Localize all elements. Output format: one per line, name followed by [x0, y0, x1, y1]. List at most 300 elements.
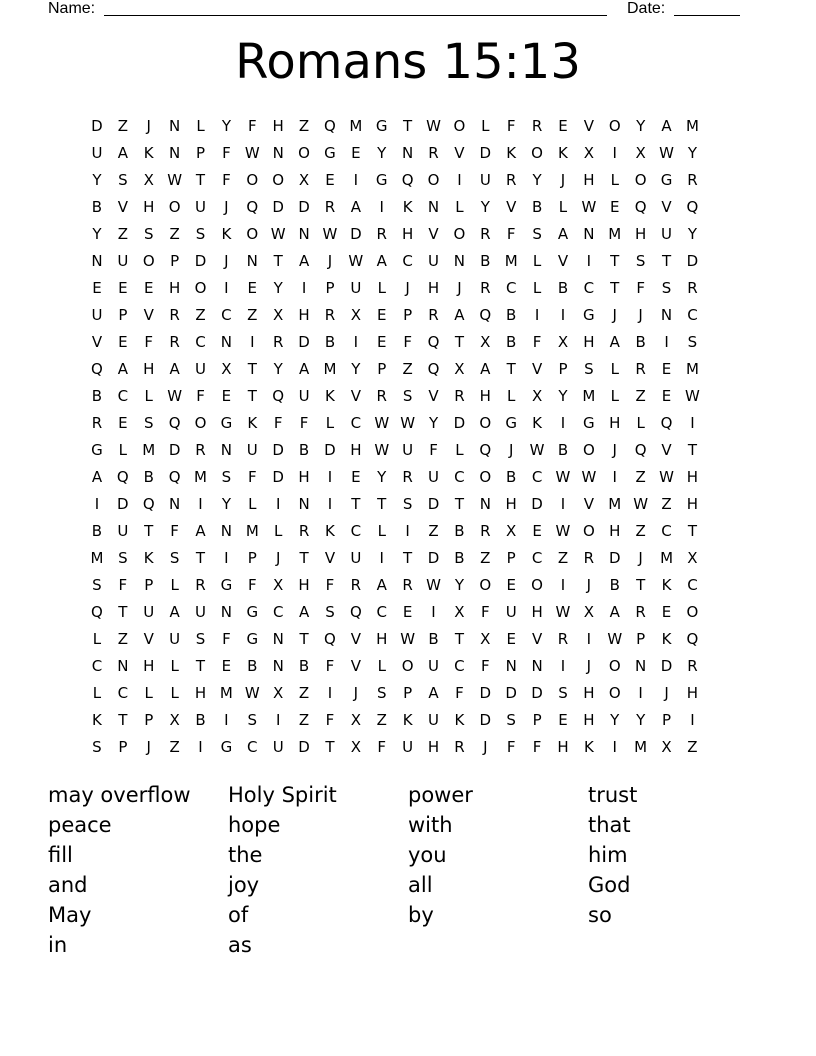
grid-letter[interactable]: K — [325, 386, 335, 405]
grid-letter[interactable]: V — [143, 629, 154, 648]
grid-letter[interactable]: L — [610, 386, 619, 405]
name-line[interactable] — [104, 15, 607, 16]
grid-letter[interactable]: V — [661, 197, 672, 216]
grid-letter[interactable]: Q — [686, 629, 699, 648]
grid-letter[interactable]: O — [246, 170, 259, 189]
grid-letter[interactable]: B — [91, 197, 103, 216]
grid-letter[interactable]: X — [480, 332, 491, 351]
grid-letter[interactable]: G — [324, 143, 336, 162]
grid-letter[interactable]: T — [687, 521, 698, 540]
grid-letter[interactable]: M — [685, 359, 699, 378]
grid-letter[interactable]: R — [480, 521, 491, 540]
grid-letter[interactable]: C — [272, 602, 284, 621]
grid-letter[interactable]: W — [270, 224, 286, 243]
grid-letter[interactable]: Q — [142, 494, 155, 513]
grid-letter[interactable]: F — [299, 413, 309, 432]
grid-letter[interactable]: I — [198, 494, 203, 513]
grid-letter[interactable]: U — [91, 143, 103, 162]
grid-letter[interactable]: N — [220, 602, 233, 621]
grid-letter[interactable]: B — [609, 575, 620, 594]
grid-letter[interactable]: F — [118, 575, 128, 594]
grid-letter[interactable]: Q — [634, 197, 647, 216]
grid-letter[interactable]: O — [246, 224, 259, 243]
grid-letter[interactable]: F — [273, 413, 283, 432]
grid-letter[interactable]: J — [146, 116, 151, 135]
grid-letter[interactable]: J — [275, 548, 281, 567]
grid-letter[interactable]: Z — [376, 710, 387, 729]
grid-letter[interactable]: V — [91, 332, 103, 351]
grid-letter[interactable]: R — [272, 332, 284, 351]
grid-letter[interactable]: A — [609, 602, 620, 621]
grid-letter[interactable]: B — [635, 332, 646, 351]
grid-letter[interactable]: C — [583, 278, 595, 297]
grid-letter[interactable]: Y — [558, 386, 568, 405]
grid-letter[interactable]: C — [531, 467, 543, 486]
grid-letter[interactable]: D — [324, 440, 336, 459]
grid-letter[interactable]: C — [454, 656, 465, 675]
grid-letter[interactable]: R — [583, 548, 595, 567]
grid-letter[interactable]: W — [581, 467, 597, 486]
grid-letter[interactable]: O — [272, 170, 285, 189]
grid-letter[interactable]: H — [635, 224, 647, 243]
grid-letter[interactable]: E — [661, 359, 672, 378]
grid-letter[interactable]: E — [377, 305, 387, 324]
grid-letter[interactable]: U — [169, 629, 181, 648]
grid-letter[interactable]: S — [143, 224, 154, 243]
grid-letter[interactable]: C — [687, 575, 698, 594]
grid-letter[interactable]: C — [687, 305, 698, 324]
grid-letter[interactable]: T — [610, 251, 620, 270]
grid-letter[interactable]: N — [402, 143, 414, 162]
grid-letter[interactable]: T — [610, 278, 620, 297]
grid-letter[interactable]: I — [327, 494, 333, 513]
grid-letter[interactable]: X — [531, 386, 543, 405]
grid-letter[interactable]: S — [402, 386, 413, 405]
grid-letter[interactable]: Z — [117, 224, 128, 243]
grid-letter[interactable]: D — [350, 224, 362, 243]
grid-letter[interactable]: U — [661, 224, 673, 243]
grid-letter[interactable]: X — [583, 602, 594, 621]
grid-letter[interactable]: B — [506, 305, 517, 324]
grid-letter[interactable]: P — [377, 359, 387, 378]
grid-letter[interactable]: Z — [117, 629, 128, 648]
grid-letter[interactable]: D — [272, 440, 284, 459]
grid-letter[interactable]: I — [327, 467, 333, 486]
grid-letter[interactable]: Q — [401, 170, 414, 189]
grid-letter[interactable]: Z — [169, 737, 180, 756]
grid-letter[interactable]: C — [402, 251, 413, 270]
grid-letter[interactable]: N — [479, 494, 491, 513]
grid-letter[interactable]: D — [531, 683, 543, 702]
grid-letter[interactable]: Q — [168, 467, 181, 486]
grid-letter[interactable]: U — [195, 602, 206, 621]
grid-letter[interactable]: Q — [660, 413, 673, 432]
grid-letter[interactable]: N — [272, 629, 284, 648]
grid-letter[interactable]: R — [350, 575, 362, 594]
grid-letter[interactable]: L — [481, 116, 490, 135]
grid-letter[interactable]: H — [143, 359, 155, 378]
grid-letter[interactable]: D — [272, 197, 284, 216]
grid-letter[interactable]: L — [455, 197, 464, 216]
grid-letter[interactable]: I — [379, 548, 384, 567]
grid-letter[interactable]: Z — [117, 116, 128, 135]
grid-letter[interactable]: O — [582, 440, 595, 459]
grid-letter[interactable]: Z — [635, 467, 646, 486]
grid-letter[interactable]: H — [479, 386, 491, 405]
grid-letter[interactable]: N — [169, 143, 181, 162]
grid-letter[interactable]: G — [220, 413, 233, 432]
grid-letter[interactable]: L — [92, 683, 102, 702]
grid-letter[interactable]: A — [376, 251, 387, 270]
grid-letter[interactable]: V — [557, 251, 569, 270]
grid-letter[interactable]: W — [167, 386, 183, 405]
grid-letter[interactable]: H — [272, 116, 284, 135]
grid-letter[interactable]: J — [586, 575, 592, 594]
grid-letter[interactable]: D — [298, 197, 310, 216]
grid-letter[interactable]: G — [220, 575, 233, 594]
grid-letter[interactable]: F — [222, 143, 231, 162]
grid-letter[interactable]: Z — [635, 386, 646, 405]
grid-letter[interactable]: T — [506, 359, 516, 378]
grid-letter[interactable]: Q — [349, 602, 362, 621]
grid-letter[interactable]: T — [118, 602, 128, 621]
grid-letter[interactable]: H — [531, 602, 543, 621]
grid-letter[interactable]: N — [91, 251, 103, 270]
date-line[interactable] — [674, 15, 740, 16]
grid-letter[interactable]: M — [90, 548, 104, 567]
grid-letter[interactable]: W — [400, 629, 416, 648]
grid-letter[interactable]: R — [635, 602, 646, 621]
grid-letter[interactable]: H — [557, 737, 569, 756]
grid-letter[interactable]: F — [506, 116, 516, 135]
grid-letter[interactable]: A — [609, 332, 620, 351]
grid-letter[interactable]: K — [402, 197, 413, 216]
grid-letter[interactable]: W — [374, 440, 390, 459]
grid-letter[interactable]: D — [608, 548, 621, 567]
grid-letter[interactable]: L — [274, 521, 283, 540]
grid-letter[interactable]: X — [506, 521, 517, 540]
grid-letter[interactable]: C — [350, 413, 362, 432]
grid-letter[interactable]: P — [195, 143, 206, 162]
grid-letter[interactable]: E — [558, 116, 568, 135]
grid-letter[interactable]: D — [298, 332, 310, 351]
grid-letter[interactable]: L — [610, 170, 619, 189]
grid-letter[interactable]: K — [143, 143, 154, 162]
grid-letter[interactable]: O — [479, 413, 492, 432]
grid-letter[interactable]: X — [635, 143, 646, 162]
grid-letter[interactable]: K — [661, 575, 672, 594]
grid-letter[interactable]: F — [247, 467, 257, 486]
grid-letter[interactable]: F — [480, 656, 490, 675]
grid-letter[interactable]: I — [690, 710, 695, 729]
grid-letter[interactable]: L — [558, 197, 568, 216]
grid-letter[interactable]: F — [429, 440, 438, 459]
grid-letter[interactable]: A — [661, 116, 672, 135]
grid-letter[interactable]: R — [376, 386, 387, 405]
grid-letter[interactable]: H — [583, 710, 595, 729]
grid-letter[interactable]: K — [532, 413, 542, 432]
grid-letter[interactable]: U — [272, 737, 284, 756]
grid-letter[interactable]: I — [405, 521, 410, 540]
grid-letter[interactable]: B — [298, 656, 310, 675]
grid-letter[interactable]: N — [220, 332, 233, 351]
grid-letter[interactable]: X — [661, 737, 672, 756]
grid-letter[interactable]: A — [454, 305, 465, 324]
grid-letter[interactable]: B — [91, 521, 103, 540]
grid-letter[interactable]: N — [272, 656, 284, 675]
grid-letter[interactable]: I — [198, 737, 203, 756]
grid-letter[interactable]: U — [402, 737, 414, 756]
grid-letter[interactable]: W — [426, 575, 441, 594]
grid-letter[interactable]: P — [532, 710, 542, 729]
grid-letter[interactable]: M — [142, 440, 156, 459]
grid-letter[interactable]: A — [376, 575, 387, 594]
grid-letter[interactable]: H — [583, 170, 595, 189]
grid-letter[interactable]: T — [661, 251, 672, 270]
grid-letter[interactable]: J — [638, 548, 643, 567]
grid-letter[interactable]: I — [560, 656, 566, 675]
grid-letter[interactable]: A — [195, 521, 206, 540]
grid-letter[interactable]: E — [247, 278, 258, 297]
grid-letter[interactable]: P — [506, 548, 516, 567]
grid-letter[interactable]: Z — [195, 305, 206, 324]
grid-letter[interactable]: S — [402, 494, 413, 513]
grid-letter[interactable]: I — [275, 494, 281, 513]
grid-letter[interactable]: Q — [246, 197, 259, 216]
grid-letter[interactable]: J — [224, 251, 229, 270]
grid-letter[interactable]: T — [454, 494, 464, 513]
grid-letter[interactable]: S — [92, 575, 102, 594]
grid-letter[interactable]: J — [224, 197, 229, 216]
grid-letter[interactable]: L — [170, 575, 179, 594]
grid-letter[interactable]: W — [374, 413, 390, 432]
grid-letter[interactable]: G — [375, 116, 388, 135]
grid-letter[interactable]: Y — [636, 710, 646, 729]
grid-letter[interactable]: F — [247, 575, 257, 594]
grid-letter[interactable]: A — [298, 359, 310, 378]
grid-letter[interactable]: Y — [377, 143, 387, 162]
grid-letter[interactable]: W — [529, 440, 545, 459]
grid-letter[interactable]: N — [583, 224, 595, 243]
grid-letter[interactable]: M — [608, 224, 622, 243]
grid-letter[interactable]: Q — [168, 413, 181, 432]
grid-letter[interactable]: W — [555, 521, 571, 540]
grid-letter[interactable]: H — [686, 467, 699, 486]
grid-letter[interactable]: W — [348, 251, 364, 270]
grid-letter[interactable]: X — [350, 737, 361, 756]
grid-letter[interactable]: B — [531, 197, 543, 216]
grid-letter[interactable]: J — [586, 656, 592, 675]
grid-letter[interactable]: P — [325, 278, 335, 297]
grid-letter[interactable]: F — [532, 332, 542, 351]
grid-letter[interactable]: X — [454, 602, 465, 621]
grid-letter[interactable]: C — [531, 548, 543, 567]
grid-letter[interactable]: N — [220, 521, 233, 540]
grid-letter[interactable]: I — [301, 278, 307, 297]
grid-letter[interactable]: L — [170, 656, 179, 675]
grid-letter[interactable]: D — [272, 467, 284, 486]
grid-letter[interactable]: C — [454, 467, 465, 486]
grid-letter[interactable]: B — [557, 278, 569, 297]
grid-letter[interactable]: H — [505, 494, 517, 513]
grid-letter[interactable]: E — [558, 710, 568, 729]
grid-letter[interactable]: L — [377, 656, 386, 675]
grid-letter[interactable]: D — [117, 494, 129, 513]
grid-letter[interactable]: V — [350, 656, 361, 675]
grid-letter[interactable]: F — [325, 656, 335, 675]
grid-letter[interactable]: F — [325, 575, 335, 594]
grid-letter[interactable]: Y — [377, 467, 387, 486]
grid-letter[interactable]: I — [638, 683, 643, 702]
grid-letter[interactable]: B — [454, 548, 465, 567]
grid-letter[interactable]: B — [324, 332, 336, 351]
grid-letter[interactable]: F — [506, 737, 516, 756]
grid-letter[interactable]: Y — [687, 224, 698, 243]
grid-letter[interactable]: U — [350, 548, 362, 567]
grid-letter[interactable]: S — [635, 251, 646, 270]
grid-letter[interactable]: T — [325, 737, 335, 756]
grid-letter[interactable]: U — [479, 170, 491, 189]
grid-letter[interactable]: S — [92, 737, 102, 756]
grid-letter[interactable]: C — [350, 521, 362, 540]
grid-letter[interactable]: S — [118, 548, 128, 567]
grid-letter[interactable]: C — [247, 737, 258, 756]
grid-letter[interactable]: R — [324, 305, 336, 324]
grid-letter[interactable]: F — [196, 386, 205, 405]
grid-letter[interactable]: O — [168, 197, 181, 216]
grid-letter[interactable]: J — [405, 278, 410, 297]
grid-letter[interactable]: J — [664, 683, 669, 702]
grid-letter[interactable]: W — [607, 629, 623, 648]
grid-letter[interactable]: D — [531, 494, 543, 513]
grid-letter[interactable]: K — [221, 224, 232, 243]
grid-letter[interactable]: R — [195, 575, 206, 594]
grid-letter[interactable]: E — [506, 575, 516, 594]
grid-letter[interactable]: S — [143, 413, 154, 432]
grid-letter[interactable]: S — [195, 629, 206, 648]
grid-letter[interactable]: T — [687, 440, 698, 459]
grid-letter[interactable]: W — [555, 467, 571, 486]
grid-letter[interactable]: I — [612, 737, 617, 756]
grid-letter[interactable]: W — [633, 494, 649, 513]
grid-letter[interactable]: J — [638, 305, 643, 324]
grid-letter[interactable]: F — [480, 602, 490, 621]
grid-letter[interactable]: D — [194, 251, 207, 270]
grid-letter[interactable]: G — [220, 737, 233, 756]
grid-letter[interactable]: V — [117, 197, 128, 216]
grid-letter[interactable]: N — [272, 143, 284, 162]
grid-letter[interactable]: I — [612, 467, 617, 486]
grid-letter[interactable]: D — [427, 548, 440, 567]
grid-letter[interactable]: T — [195, 656, 206, 675]
grid-letter[interactable]: U — [350, 278, 362, 297]
grid-letter[interactable]: O — [401, 656, 414, 675]
grid-letter[interactable]: X — [350, 305, 361, 324]
grid-letter[interactable]: U — [195, 197, 206, 216]
grid-letter[interactable]: I — [224, 548, 229, 567]
grid-letter[interactable]: T — [144, 521, 154, 540]
grid-letter[interactable]: E — [506, 629, 516, 648]
grid-letter[interactable]: E — [402, 602, 413, 621]
grid-letter[interactable]: H — [427, 278, 440, 297]
grid-letter[interactable]: N — [169, 494, 181, 513]
grid-letter[interactable]: X — [169, 710, 180, 729]
grid-letter[interactable]: B — [454, 521, 465, 540]
grid-letter[interactable]: L — [377, 521, 386, 540]
grid-letter[interactable]: Y — [636, 116, 646, 135]
grid-letter[interactable]: M — [660, 548, 674, 567]
grid-letter[interactable]: Q — [91, 602, 103, 621]
grid-letter[interactable]: I — [560, 575, 566, 594]
grid-letter[interactable]: L — [325, 413, 335, 432]
grid-letter[interactable]: T — [454, 629, 464, 648]
grid-letter[interactable]: R — [480, 278, 491, 297]
grid-letter[interactable]: Z — [298, 116, 310, 135]
grid-letter[interactable]: H — [376, 629, 388, 648]
grid-letter[interactable]: S — [661, 278, 672, 297]
grid-letter[interactable]: M — [634, 737, 648, 756]
grid-letter[interactable]: U — [195, 359, 206, 378]
grid-letter[interactable]: H — [609, 521, 621, 540]
grid-letter[interactable]: M — [323, 359, 337, 378]
grid-letter[interactable]: C — [661, 521, 672, 540]
grid-letter[interactable]: D — [686, 251, 699, 270]
grid-letter[interactable]: R — [169, 332, 180, 351]
grid-letter[interactable]: O — [298, 143, 310, 162]
grid-letter[interactable]: I — [224, 278, 229, 297]
grid-letter[interactable]: V — [583, 494, 594, 513]
grid-letter[interactable]: T — [273, 251, 283, 270]
grid-letter[interactable]: L — [532, 278, 542, 297]
grid-letter[interactable]: N — [635, 656, 647, 675]
grid-letter[interactable]: C — [505, 278, 517, 297]
grid-letter[interactable]: A — [117, 143, 128, 162]
grid-letter[interactable]: K — [402, 710, 413, 729]
grid-letter[interactable]: Z — [687, 737, 698, 756]
grid-letter[interactable]: V — [661, 440, 672, 459]
grid-letter[interactable]: R — [454, 386, 465, 405]
grid-letter[interactable]: D — [479, 710, 492, 729]
grid-letter[interactable]: H — [686, 683, 699, 702]
grid-letter[interactable]: S — [221, 467, 232, 486]
grid-letter[interactable]: O — [531, 143, 543, 162]
grid-letter[interactable]: X — [557, 332, 569, 351]
grid-letter[interactable]: R — [505, 170, 517, 189]
grid-letter[interactable]: T — [454, 332, 464, 351]
grid-letter[interactable]: O — [453, 224, 466, 243]
grid-letter[interactable]: T — [377, 494, 387, 513]
grid-letter[interactable]: V — [324, 548, 336, 567]
grid-letter[interactable]: F — [532, 737, 542, 756]
grid-letter[interactable]: F — [170, 521, 179, 540]
grid-letter[interactable]: I — [327, 683, 333, 702]
grid-letter[interactable]: T — [351, 494, 361, 513]
grid-letter[interactable]: D — [660, 656, 673, 675]
grid-letter[interactable]: G — [583, 413, 595, 432]
grid-letter[interactable]: U — [298, 386, 310, 405]
grid-letter[interactable]: C — [376, 602, 387, 621]
grid-letter[interactable]: E — [118, 413, 128, 432]
grid-letter[interactable]: Q — [479, 305, 492, 324]
grid-letter[interactable]: F — [144, 332, 154, 351]
grid-letter[interactable]: H — [298, 575, 310, 594]
grid-letter[interactable]: X — [350, 710, 361, 729]
grid-letter[interactable]: Y — [221, 116, 231, 135]
grid-letter[interactable]: O — [608, 683, 621, 702]
grid-letter[interactable]: N — [117, 656, 129, 675]
grid-letter[interactable]: S — [558, 683, 568, 702]
grid-letter[interactable]: O — [608, 116, 621, 135]
